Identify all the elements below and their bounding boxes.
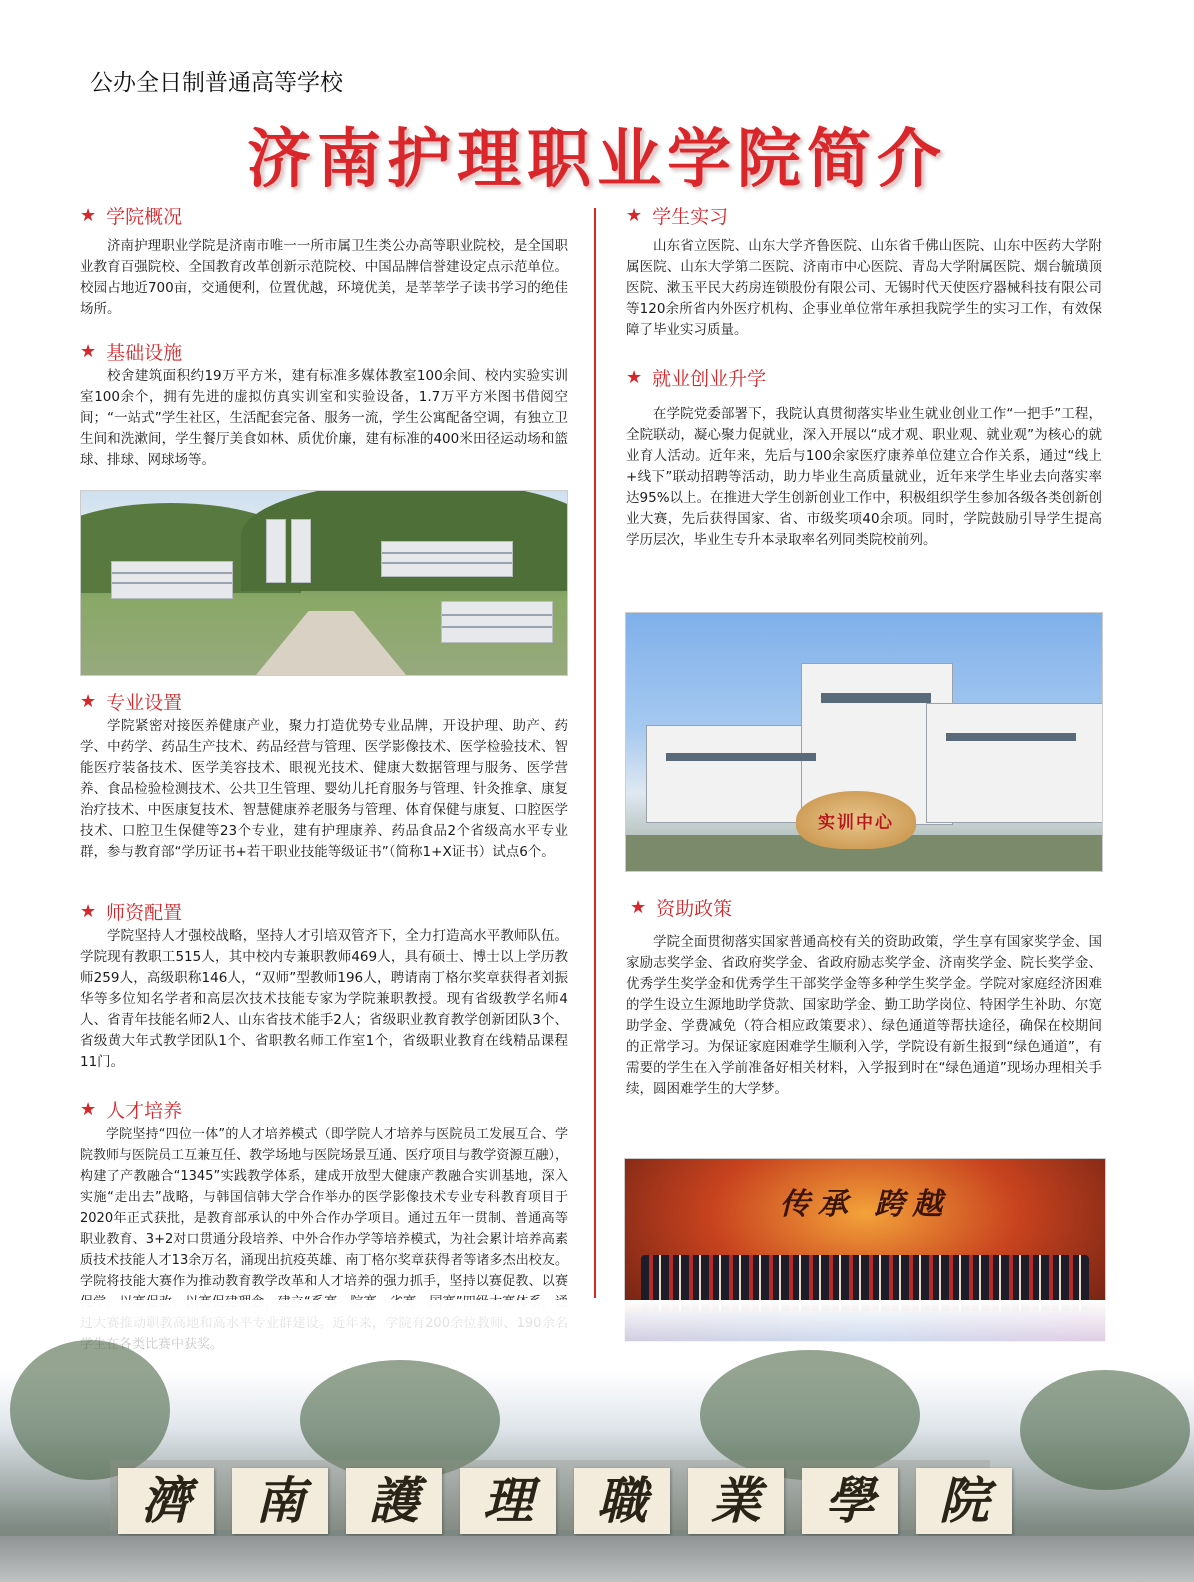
section-text-faculty: 学院坚持人才强校战略，坚持人才引培双管齐下，全力打造高水平教师队伍。学院现有教职工515人，其中校内专兼职教师469人，具有硕士、博士以上学历教师259人，高级职称146人，“双师”型教师196人，聘请南丁格尔奖章获得者刘振华等多位知名学者和高层次技术技能专家为学院兼职教授。现有省级教学名师4人、省青年技能名师2人、山东省技术能手2人；省级职业教育教学创新团队3个、省级黄大年式教学团队1个、省职教名师工作室1个，省级职业教育在线精品课程11门。 — [80, 928, 568, 1070]
section-heading-internship — [626, 202, 728, 229]
star-icon: ★ — [80, 341, 97, 362]
star-icon: ★ — [626, 205, 643, 226]
gate-inscription — [118, 1468, 1012, 1534]
page-title: 济南护理职业学院简介 — [247, 122, 947, 197]
gate-char: 職 — [574, 1468, 670, 1534]
star-icon: ★ — [80, 1099, 97, 1120]
section-text-aid: 学院全面贯彻落实国家普通高校有关的资助政策，学生享有国家奖学金、国家励志奖学金、省政府奖学金、省政府励志奖学金、济南奖学金、院长奖学金、优秀学生奖学金和优秀学生干部奖学金等多种学生奖学金。学院对家庭经济困难的学生设立生源地助学贷款、国家助学金、勤工助学岗位、特困学生补助、尔宽助学金、学费减免（符合相应政策要求）、绿色通道等帮扶途径，确保在校期间的正常学习。为保证家庭困难学生顺利入学，学院设有新生报到“绿色通道”，有需要的学生在入学前准备好相关材料，入学报到时在“绿色通道”现场办理相关手续，圆困难学生的大学梦。 — [626, 934, 1102, 1097]
star-icon: ★ — [626, 367, 643, 388]
campus-aerial-photo — [80, 490, 568, 676]
section-text-facilities: 校舍建筑面积约19万平方米，建有标准多媒体教室100余间、校内实验实训室100余个，拥有先进的虚拟仿真实训室和实验设备，1.7万平方米图书借阅空间；“一站式”学生社区，生活配套完备、服务一流，学生公寓配备空调，有独立卫生间和洗漱间，学生餐厅美食如林、质优价廉，建有标准的400米田径运动场和篮球、排球、网球场等。 — [80, 368, 568, 468]
section-heading-label: 就业创业升学 — [652, 368, 767, 390]
section-heading-label: 学院概况 — [106, 206, 183, 228]
section-text-internship: 山东省立医院、山东大学齐鲁医院、山东省千佛山医院、山东中医药大学附属医院、山东大学第二医院、济南市中心医院、青岛大学附属医院、烟台毓璜顶医院、漱玉平民大药房连锁股份有限公司、无锡时代天使医疗器械科技有限公司等120余所省内外医疗机构、企事业单位常年承担我院学生的实习工作，有效保障了毕业实习质量。 — [626, 238, 1102, 338]
gate-char: 院 — [916, 1468, 1012, 1534]
section-heading-overview — [80, 202, 182, 229]
gate-char: 學 — [802, 1468, 898, 1534]
campus-gate-photo — [0, 1300, 1194, 1582]
section-heading-employment — [626, 364, 766, 391]
star-icon: ★ — [80, 691, 97, 712]
page-subtitle: 公办全日制普通高等学校 — [90, 70, 343, 96]
section-heading-label: 人才培养 — [106, 1100, 183, 1122]
section-text-overview: 济南护理职业学院是济南市唯一一所市属卫生类公办高等职业院校，是全国职业教育百强院校、全国教育改革创新示范院校、中国品牌信誉建设定点示范单位。校园占地近700亩，交通便利，位置优越，环境优美，是莘莘学子读书学习的绝佳场所。 — [80, 238, 568, 317]
column-divider — [594, 208, 596, 1298]
section-heading-faculty — [80, 898, 182, 925]
gate-char: 濟 — [118, 1468, 214, 1534]
gate-char: 護 — [346, 1468, 442, 1534]
star-icon: ★ — [630, 897, 647, 918]
section-heading-facilities — [80, 338, 182, 365]
section-heading-label: 基础设施 — [106, 342, 183, 364]
gate-char: 理 — [460, 1468, 556, 1534]
section-heading-label: 学生实习 — [652, 206, 729, 228]
stage-slogan: 传承 跨越 — [779, 1187, 951, 1222]
section-text-majors: 学院紧密对接医养健康产业，聚力打造优势专业品牌，开设护理、助产、药学、中药学、药品生产技术、药品经营与管理、医学影像技术、医学检验技术、智能医疗装备技术、医学美容技术、眼视光技术、健康大数据管理与服务、医学营养、食品检验检测技术、公共卫生管理、婴幼儿托育服务与管理、针灸推拿、康复治疗技术、中医康复技术、智慧健康养老服务与管理、体育保健与康复、口腔医学技术、口腔卫生保健等23个专业，建有护理康养、药品食品2个省级高水平专业群，参与教育部“学历证书+若干职业技能等级证书”（简称1+X证书）试点6个。 — [80, 718, 568, 860]
section-heading-label: 资助政策 — [656, 898, 733, 920]
section-heading-majors — [80, 688, 182, 715]
section-heading-label: 师资配置 — [106, 902, 183, 924]
training-center-sign: 实训中心 — [796, 791, 916, 849]
section-text-employment: 在学院党委部署下，我院认真贯彻落实毕业生就业创业工作“一把手”工程，全院联动，凝心聚力促就业，深入开展以“成才观、职业观、就业观”为核心的就业育人活动。近年来，先后与100余家医疗康养单位建立合作关系，通过“线上+线下”联动招聘等活动，助力毕业生高质量就业，近年来学生毕业去向落实率达95%以上。在推进大学生创新创业工作中，积极组织学生参加各级各类创新创业大赛，先后获得国家、省、市级奖项40余项。同时，学院鼓励引导学生提高学历层次，毕业生专升本录取率名列同类院校前列。 — [626, 406, 1102, 548]
star-icon: ★ — [80, 901, 97, 922]
section-heading-label: 专业设置 — [106, 692, 183, 714]
section-heading-training — [80, 1096, 182, 1123]
star-icon: ★ — [80, 205, 97, 226]
gate-char: 業 — [688, 1468, 784, 1534]
section-heading-aid — [630, 894, 732, 921]
training-center-photo — [625, 612, 1103, 872]
section-text-training: 学院坚持“四位一体”的人才培养模式（即学院人才培养与医院员工发展互合、学院教师与医院员工互兼互任、教学场地与医院场景互通、医疗项目与教学资源互融），构建了产教融合“1345”实践教学体系，建成开放型大健康产教融合实训基地，深入实施“走出去”战略，与韩国信韩大学合作举办的医学影像技术专业专科教育项目于2020年正式获批，是教育部承认的中外合作办学项目。通过五年一贯制、普通高等职业教育、3+2对口贯通分段培养、中外合作办学等培养模式，为社会累计培养高素质技术技能人才13余万名，涌现出抗疫英雄、南丁格尔奖章获得者等诸多杰出校友。学院将技能大赛作为推动教育教学改革和人才培养的强力抓手，坚持以赛促教、以赛 — [80, 1127, 568, 1289]
gate-char: 南 — [232, 1468, 328, 1534]
